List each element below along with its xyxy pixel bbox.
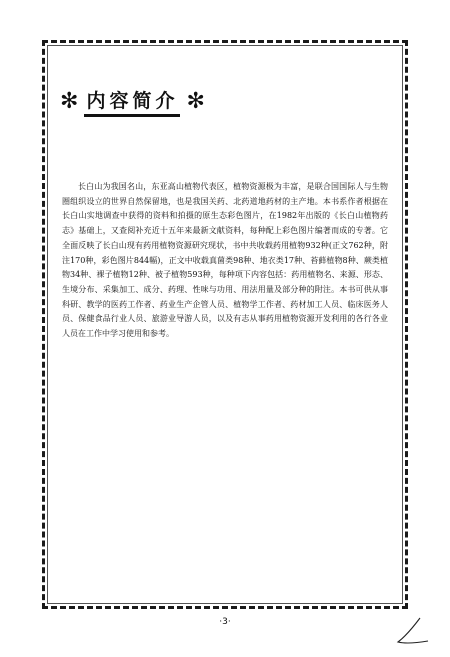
pen-stroke-mark bbox=[392, 616, 432, 650]
star-right-icon: ✻ bbox=[186, 88, 205, 114]
page-number: ·3· bbox=[219, 617, 231, 627]
star-left-icon: ✻ bbox=[60, 88, 79, 114]
summary-paragraph: 长白山为我国名山，东亚高山植物代表区，植物资源极为丰富，是联合国国际人与生物圈组织设立的世界自然保留地，也是我国关药、北药道地药材的主产地。本书系作者根据在长白山实地调查中获得的资料和拍摄的原生态彩色图片，在1982年出版的《长白山植物药志》基础上，又查阅补充近十五年来最新文献资料，每种配上彩色图片编著而成的专著。它全面反映了长白山现有药用植物资源研究现状，书中共收载药用植物932种(正文762种，附注170种，彩色图片844幅)，正文中收载真菌类98种、地衣类17种、苔藓植物8种、蕨类植物34种、裸子植物12种、被子植物593种，每种项下内容包括：药用植物名、来源、形态、生境分布、采集加工、成分、药理、性味与功用、用法用量及部分种的附注。本书可供从事科研、教学的医药工作者、药业生产企管人员、植物学工作者、药材加工人员、临床医务人员、保健食品行业人员、旅游业导游人员，以及有志从事药用植物资源开发利用的各行各业人员在工作中学习使用和参考。 bbox=[62, 182, 388, 339]
heading-title: 内容简介 bbox=[84, 86, 180, 117]
section-heading bbox=[60, 86, 205, 117]
